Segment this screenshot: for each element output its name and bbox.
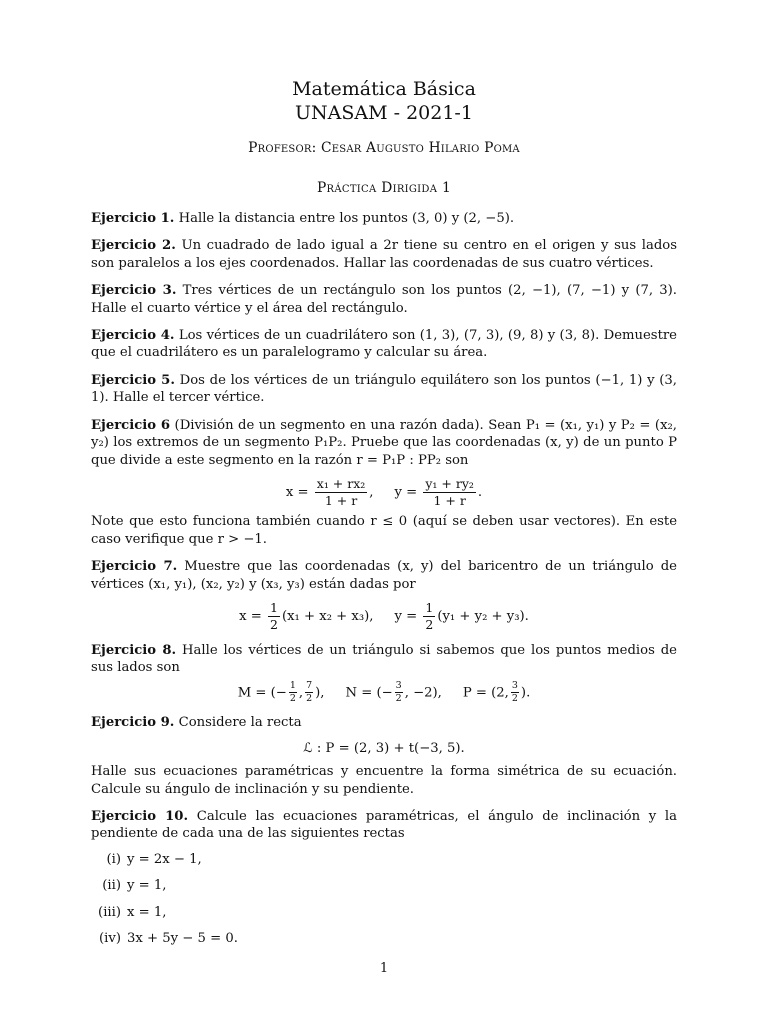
exercise-7-eq-x-fraction [268, 601, 280, 632]
exercise-6-eq-y-end: . [477, 484, 483, 500]
exercise-10 [91, 808, 677, 843]
exercise-8-eq-n-end: , −2), [404, 684, 442, 700]
exercise-6-equation [91, 477, 677, 508]
exercise-9-label: Ejercicio 9. [91, 715, 175, 731]
exercise-6-eq-y-lhs: y = [394, 484, 418, 500]
exercise-6-text: (División de un segmento en una razón dada). Sean P₁ = (x₁, y₁) y P₂ = (x₂, y₂) los extremos de un segmento P₁P₂. Pruebe que las coordenadas (x, y) de un punto P que divide a este segmento en la razón r = P₁P : PP₂ son [91, 417, 677, 468]
exercise-8-eq-m-a-numerator: 1 [289, 681, 297, 693]
exercise-10-item-number: (iii) [98, 904, 121, 920]
exercise-10-item-list [91, 851, 677, 948]
exercise-5-label: Ejercicio 5. [91, 372, 175, 388]
exercise-9 [91, 714, 677, 731]
professor-line: Profesor: Cesar Augusto Hilario Poma [248, 139, 520, 156]
exercise-8-eq-m-mid: , [298, 684, 304, 700]
exercise-6-eq-x-numerator: x₁ + rx₂ [316, 475, 366, 491]
exercise-8-eq-m-a-fraction [289, 681, 297, 705]
exercise-8-eq-m-end: ), [315, 684, 325, 700]
exercise-6 [91, 417, 677, 469]
exercise-1-label: Ejercicio 1. [91, 210, 175, 226]
exercise-6-eq-y-numerator: y₁ + ry₂ [425, 475, 474, 491]
exercise-10-item [91, 904, 677, 921]
exercise-8-eq-n-numerator: 3 [395, 681, 403, 693]
exercise-9-equation: ℒ : P = (2, 3) + t(−3, 5). [303, 740, 465, 756]
exercise-4 [91, 327, 677, 362]
exercise-8-eq-p-numerator: 3 [511, 681, 519, 693]
exercise-10-item-number: (iv) [99, 931, 121, 947]
exercise-5 [91, 372, 677, 407]
exercise-8-eq-n-denominator: 2 [395, 692, 402, 704]
exercise-8-eq-m-b-fraction [305, 681, 313, 705]
exercise-6-label: Ejercicio 6 [91, 417, 171, 433]
exercise-8-eq-m-a-denominator: 2 [289, 692, 296, 704]
exercise-6-eq-x-sep: , [369, 484, 374, 500]
exercise-8 [91, 642, 677, 677]
exercise-8-eq-m-b-denominator: 2 [306, 692, 313, 704]
exercise-8-eq-p-lhs: P = (2, [462, 684, 509, 700]
exercise-7-eq-x-lhs: x = [239, 608, 262, 624]
exercise-8-eq-n-fraction [395, 681, 403, 705]
exercise-10-text: Calcule las ecuaciones paramétricas, el ángulo de inclinación y la pendiente de cada una de las siguientes rectas [91, 809, 677, 842]
exercise-7 [91, 558, 677, 593]
exercise-10-item-equation: 3x + 5y − 5 = 0. [127, 931, 238, 947]
exercise-7-label: Ejercicio 7. [91, 559, 178, 575]
exercise-2-text: Un cuadrado de lado igual a 2r tiene su centro en el origen y sus lados son paralelos a los ejes coordenados. Hallar las coordenadas de sus cuatro vértices. [91, 238, 677, 271]
exercise-6-eq-y-denominator: 1 + r [433, 492, 466, 508]
exercise-8-eq-m-b-numerator: 7 [305, 681, 313, 693]
practice-title: Práctica Dirigida 1 [316, 179, 452, 196]
exercise-7-eq-y-frac-denominator: 2 [425, 616, 434, 632]
exercise-7-eq-y-fraction [423, 601, 435, 632]
exercise-2 [91, 237, 677, 272]
exercise-8-equation [91, 681, 677, 705]
exercise-7-eq-y-lhs: y = [394, 608, 418, 624]
exercise-3-text: Tres vértices de un rectángulo son los puntos (2, −1), (7, −1) y (7, 3). Halle el cuarto vértice y el área del rectángulo. [91, 283, 677, 316]
exercise-6-eq-x-lhs: x = [285, 484, 309, 500]
exercise-3 [91, 282, 677, 317]
exercise-6-eq-x-denominator: 1 + r [324, 492, 358, 508]
document-title: Matemática Básica [292, 78, 476, 100]
exercise-4-label: Ejercicio 4. [91, 328, 175, 344]
exercise-8-eq-p-end: ). [520, 684, 531, 700]
exercise-10-item-number: (i) [106, 851, 121, 867]
exercise-8-eq-p-denominator: 2 [511, 692, 518, 704]
exercise-1-text: Halle la distancia entre los puntos (3, 0) y (2, −5). [178, 210, 515, 226]
exercise-9-note: Halle sus ecuaciones paramétricas y encuentre la forma simétrica de su ecuación. Calcule su ángulo de inclinación y su pendiente. [91, 764, 677, 797]
exercise-7-eq-y-frac-numerator: 1 [425, 600, 434, 616]
exercise-7-equation [91, 601, 677, 632]
exercise-8-text: Halle los vértices de un triángulo si sabemos que los puntos medios de sus lados son [91, 642, 677, 676]
exercise-10-item [91, 930, 677, 947]
exercise-4-text: Los vértices de un cuadrilátero son (1, 3), (7, 3), (9, 8) y (3, 8). Demuestre que el cuadrilátero es un paralelogramo y calcular su área. [91, 328, 677, 361]
exercise-10-item-equation: x = 1, [127, 904, 167, 920]
exercise-6-note: Note que esto funciona también cuando r ≤ 0 (aquí se deben usar vectores). En este caso verifique que r > −1. [91, 514, 677, 547]
exercise-10-label: Ejercicio 10. [91, 809, 189, 825]
exercise-1 [91, 210, 677, 227]
exercise-10-item-equation: y = 1, [127, 878, 167, 894]
institution-line: UNASAM - 2021-1 [295, 101, 473, 124]
page-number: 1 [379, 961, 389, 976]
exercise-7-eq-x-rhs: (x₁ + x₂ + x₃), [281, 608, 374, 624]
exercise-7-text: Muestre que las coordenadas (x, y) del baricentro de un triángulo de vértices (x₁, y₁), (x₂, y₂) y (x₃, y₃) están dadas por [91, 559, 677, 592]
exercise-10-item [91, 877, 677, 894]
exercise-7-eq-y-rhs: (y₁ + y₂ + y₃). [437, 608, 529, 624]
exercise-8-label: Ejercicio 8. [91, 642, 177, 658]
exercise-3-label: Ejercicio 3. [91, 283, 177, 299]
exercise-7-eq-x-frac-numerator: 1 [270, 600, 278, 616]
exercise-6-eq-y-fraction [423, 477, 476, 508]
exercise-9-text: Considere la recta [178, 715, 302, 731]
exercise-10-item-equation: y = 2x − 1, [127, 851, 202, 867]
exercise-5-text: Dos de los vértices de un triángulo equilátero son los puntos (−1, 1) y (3, 1). Halle el tercer vértice. [91, 372, 677, 406]
exercise-7-eq-x-frac-denominator: 2 [270, 616, 278, 632]
document-header [91, 78, 677, 126]
exercise-6-eq-x-fraction [315, 477, 368, 508]
exercise-2-label: Ejercicio 2. [91, 238, 176, 254]
exercise-8-eq-p-fraction [511, 681, 519, 705]
exercise-8-eq-m-lhs: M = (− [237, 684, 287, 700]
exercise-10-item [91, 851, 677, 868]
exercise-10-item-number: (ii) [102, 878, 121, 894]
exercise-8-eq-n-lhs: N = (− [345, 684, 393, 700]
